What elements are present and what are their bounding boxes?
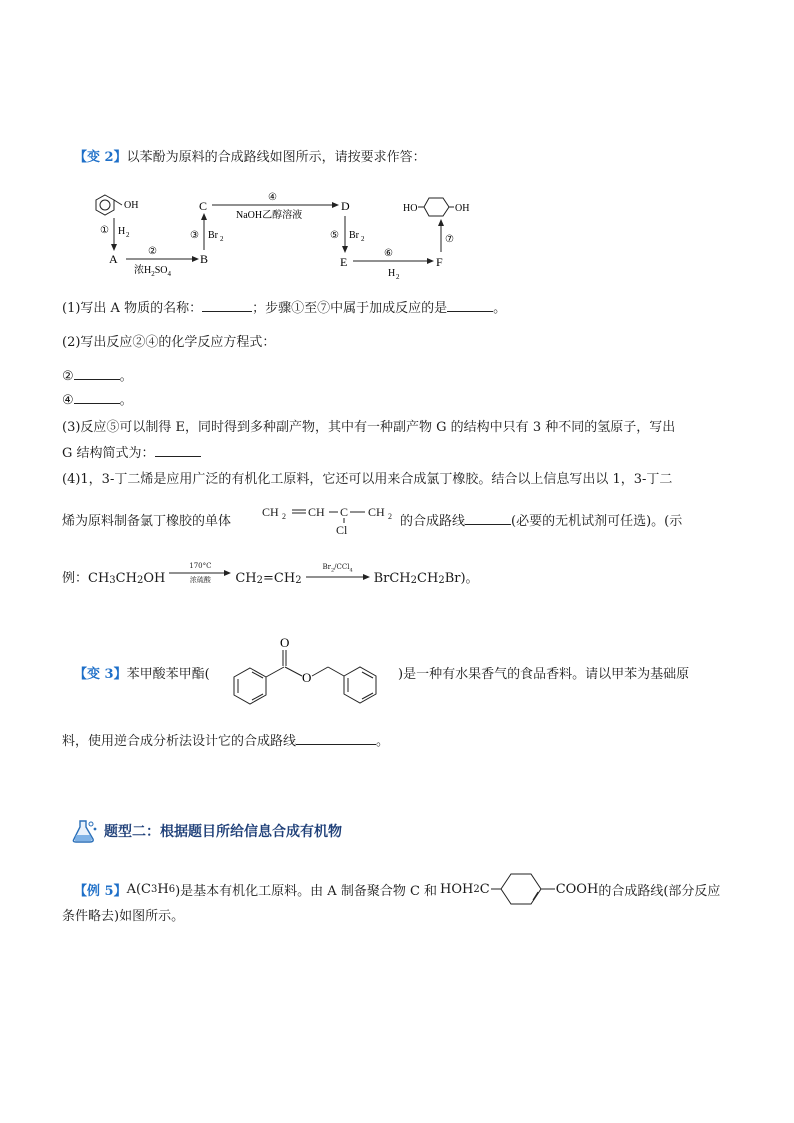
question-4: (4)1，3-丁二烯是应用广泛的有机化工原料，它还可以用来合成氯丁橡胶。结合以上信息写出以 1，3-丁二 — [62, 472, 673, 487]
section-header — [70, 818, 342, 844]
step6-reagent: H — [388, 268, 396, 279]
benzyl-benzoate-structure — [216, 628, 396, 710]
answer-blank[interactable] — [74, 365, 120, 380]
svg-text:C: C — [340, 505, 349, 519]
question-2b: ④ 。 — [62, 389, 133, 408]
svg-text:CH: CH — [262, 505, 279, 519]
step1-label: ① — [100, 225, 109, 236]
oh-label: OH — [124, 200, 139, 211]
compound-E: E — [340, 255, 348, 269]
step4-label: ④ — [268, 192, 277, 203]
question-tag: 【变 2】 — [74, 150, 127, 165]
ester-o: O — [302, 670, 312, 685]
question-2a: ② 。 — [62, 365, 133, 384]
example5-line1: 【例 5】 A(C 3 H 6 )是基本有机化工原料。由 A 制备聚合物 C 和 HOH 2 C COOH 的合成路线(部分反应 — [74, 870, 720, 908]
oh-label-2: OH — [455, 203, 470, 214]
condition-arrow-1: 170°C 浓硫酸 — [169, 562, 231, 584]
question-3: (3)反应⑤可以制得 E，同时得到多种副产物，其中有一种副产物 G 的结构中只有 3 种不同的氢原子，写出 — [62, 420, 676, 435]
flask-icon — [70, 818, 98, 844]
answer-blank[interactable] — [74, 389, 120, 404]
compound-D: D — [341, 199, 350, 213]
svg-text:2: 2 — [388, 512, 392, 521]
step7-label: ⑦ — [445, 234, 454, 245]
svg-text:2: 2 — [220, 235, 224, 243]
answer-blank[interactable] — [465, 510, 511, 525]
compound-C: C — [199, 199, 208, 213]
synthesis-scheme — [90, 186, 490, 282]
svg-text:Cl: Cl — [336, 523, 348, 537]
example-route: 例：CH $_3$ CH 2 OH 170°C 浓硫酸 CH 2 =CH 2 $Br_2/CCl_4$ BrCH 2 CH 2 Br)。 — [62, 562, 479, 586]
cyclohexene-ring — [491, 870, 555, 908]
condition-arrow-2: $Br_2/CCl_4$ — [306, 563, 370, 580]
step4-reagent: NaOH乙醇溶液 — [236, 210, 303, 221]
svg-text:2: 2 — [126, 231, 130, 239]
step2-reagent: 浓$H_2SO_4$ — [134, 265, 172, 278]
question-tag: 【变 3】 — [74, 667, 127, 682]
question-4b: 烯为原料制备氯丁橡胶的单体 — [62, 514, 232, 529]
example5-line2: 条件略去)如图所示。 — [62, 909, 185, 924]
svg-text:2: 2 — [361, 235, 365, 243]
step5-reagent: Br — [349, 230, 359, 241]
step1-reagent: H — [118, 226, 126, 237]
section-title: 题型二：根据题目所给信息合成有机物 — [104, 824, 342, 840]
bian3-line1-tail: )是一种有水果香气的食品香料。请以甲苯为基础原 — [398, 667, 690, 682]
question-3b: G 结构简式为： — [62, 442, 201, 461]
compound-F: F — [436, 255, 443, 269]
step6-label: ⑥ — [384, 248, 393, 259]
answer-blank[interactable] — [296, 730, 376, 745]
bian2-intro — [74, 146, 426, 165]
chloroprene-monomer — [260, 498, 400, 540]
svg-text:2: 2 — [282, 512, 286, 521]
question-tag: 【例 5】 — [74, 883, 127, 899]
bian3-line1: 【变 3】苯甲酸苯甲酯( — [74, 667, 210, 682]
svg-text:CH: CH — [308, 505, 325, 519]
answer-blank[interactable] — [447, 297, 493, 312]
step3-label: ③ — [190, 230, 199, 241]
ho-label: HO — [403, 203, 418, 214]
cyclohexanediol-structure — [418, 198, 454, 216]
question-4b-tail: 的合成路线 (必要的无机试剂可任选)。(示 — [400, 510, 682, 529]
compound-B: B — [200, 252, 209, 266]
compound-A: A — [109, 252, 118, 266]
answer-blank[interactable] — [202, 297, 252, 312]
question-2: (2)写出反应②④的化学反应方程式： — [62, 335, 276, 350]
carbonyl-o: O — [280, 635, 290, 650]
step2-label: ② — [148, 246, 157, 257]
svg-text:2: 2 — [396, 273, 400, 281]
svg-text:CH: CH — [368, 505, 385, 519]
phenol-structure — [96, 195, 122, 215]
bian3-line2: 料，使用逆合成分析法设计它的合成路线 。 — [62, 730, 389, 749]
step5-label: ⑤ — [330, 230, 339, 241]
question-1: (1)写出 A 物质的名称： ；步骤①至⑦中属于加成反应的是 。 — [62, 297, 506, 316]
intro-text: 以苯酚为原料的合成路线如图所示，请按要求作答： — [126, 150, 426, 165]
step3-reagent: Br — [208, 230, 218, 241]
answer-blank[interactable] — [155, 442, 201, 457]
